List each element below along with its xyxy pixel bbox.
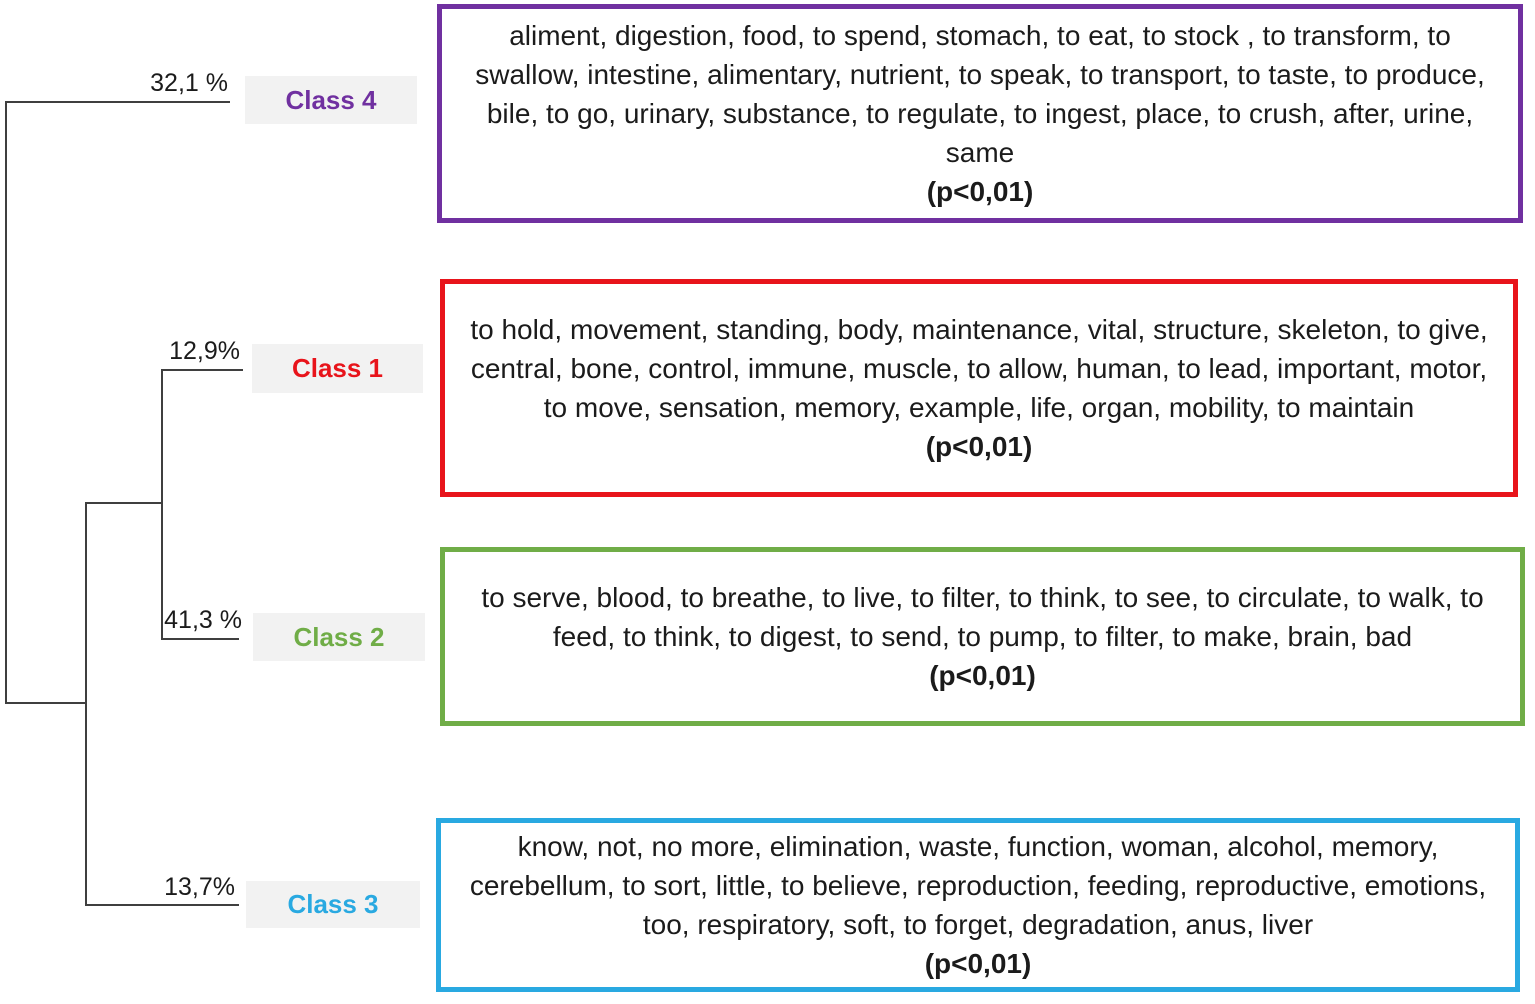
dendrogram-line-mid-connector [85,502,163,504]
p-value-text: (p<0,01) [929,660,1036,691]
cluster-words-box-class-3 [436,818,1520,992]
cluster-percentage-class-2: 41,3 % [164,606,242,634]
cluster-words-text: know, not, no more, elimination, waste, function, woman, alcohol, memory, cerebellum, to sort, little, to believe, reproduction, feeding, reproductive, emotions, too, respiratory, soft, to forget, degradation, anus, liver [469,831,1487,940]
dendrogram-line-class-1-branch [161,369,243,371]
cluster-words-box-class-2 [440,547,1525,726]
p-value-text: (p<0,01) [924,948,1032,979]
dendrogram-line-class-2-branch [161,638,239,640]
dendrogram-line-root-vertical [5,101,7,704]
cluster-words-text: to serve, blood, to breathe, to live, to filter, to think, to see, to circulate, to walk, to feed, to think, to digest, to send, to pump, to filter, to make, brain, bad [481,582,1484,652]
p-value-text: (p<0,01) [926,176,1034,207]
cluster-percentage-class-3: 13,7% [164,873,235,901]
cluster-words-text: to hold, movement, standing, body, maintenance, vital, structure, skeleton, to give, central, bone, control, immune, muscle, to allow, human, to lead, important, motor, to move, sensation, memory, example, life, organ, mobility, to maintain [470,314,1488,423]
dendrogram-line-class-3-branch [85,904,239,906]
cluster-words-text: aliment, digestion, food, to spend, stomach, to eat, to stock , to transform, to swallow, intestine, alimentary, nutrient, to speak, to transport, to taste, to produce, bile, to go, urinary, substance, to regulate, to ingest, place, to crush, after, urine, same [475,20,1485,168]
cluster-label-class-1: Class 1 [252,344,423,393]
cluster-label-class-4: Class 4 [245,76,417,124]
cluster-percentage-class-1: 12,9% [169,337,240,365]
dendrogram-line-lower-vertical [85,502,87,906]
cluster-label-class-3: Class 3 [246,881,420,928]
cluster-percentage-class-4: 32,1 % [150,69,228,97]
cluster-label-class-2: Class 2 [253,613,425,661]
dendrogram-line-class-4-branch [5,101,230,103]
dendrogram-line-class-1-2-vertical [161,369,163,640]
cluster-words-box-class-4 [437,4,1523,223]
p-value-text: (p<0,01) [925,431,1033,462]
dendrogram-line-root-connector [5,702,87,704]
cluster-words-box-class-1 [440,279,1518,497]
